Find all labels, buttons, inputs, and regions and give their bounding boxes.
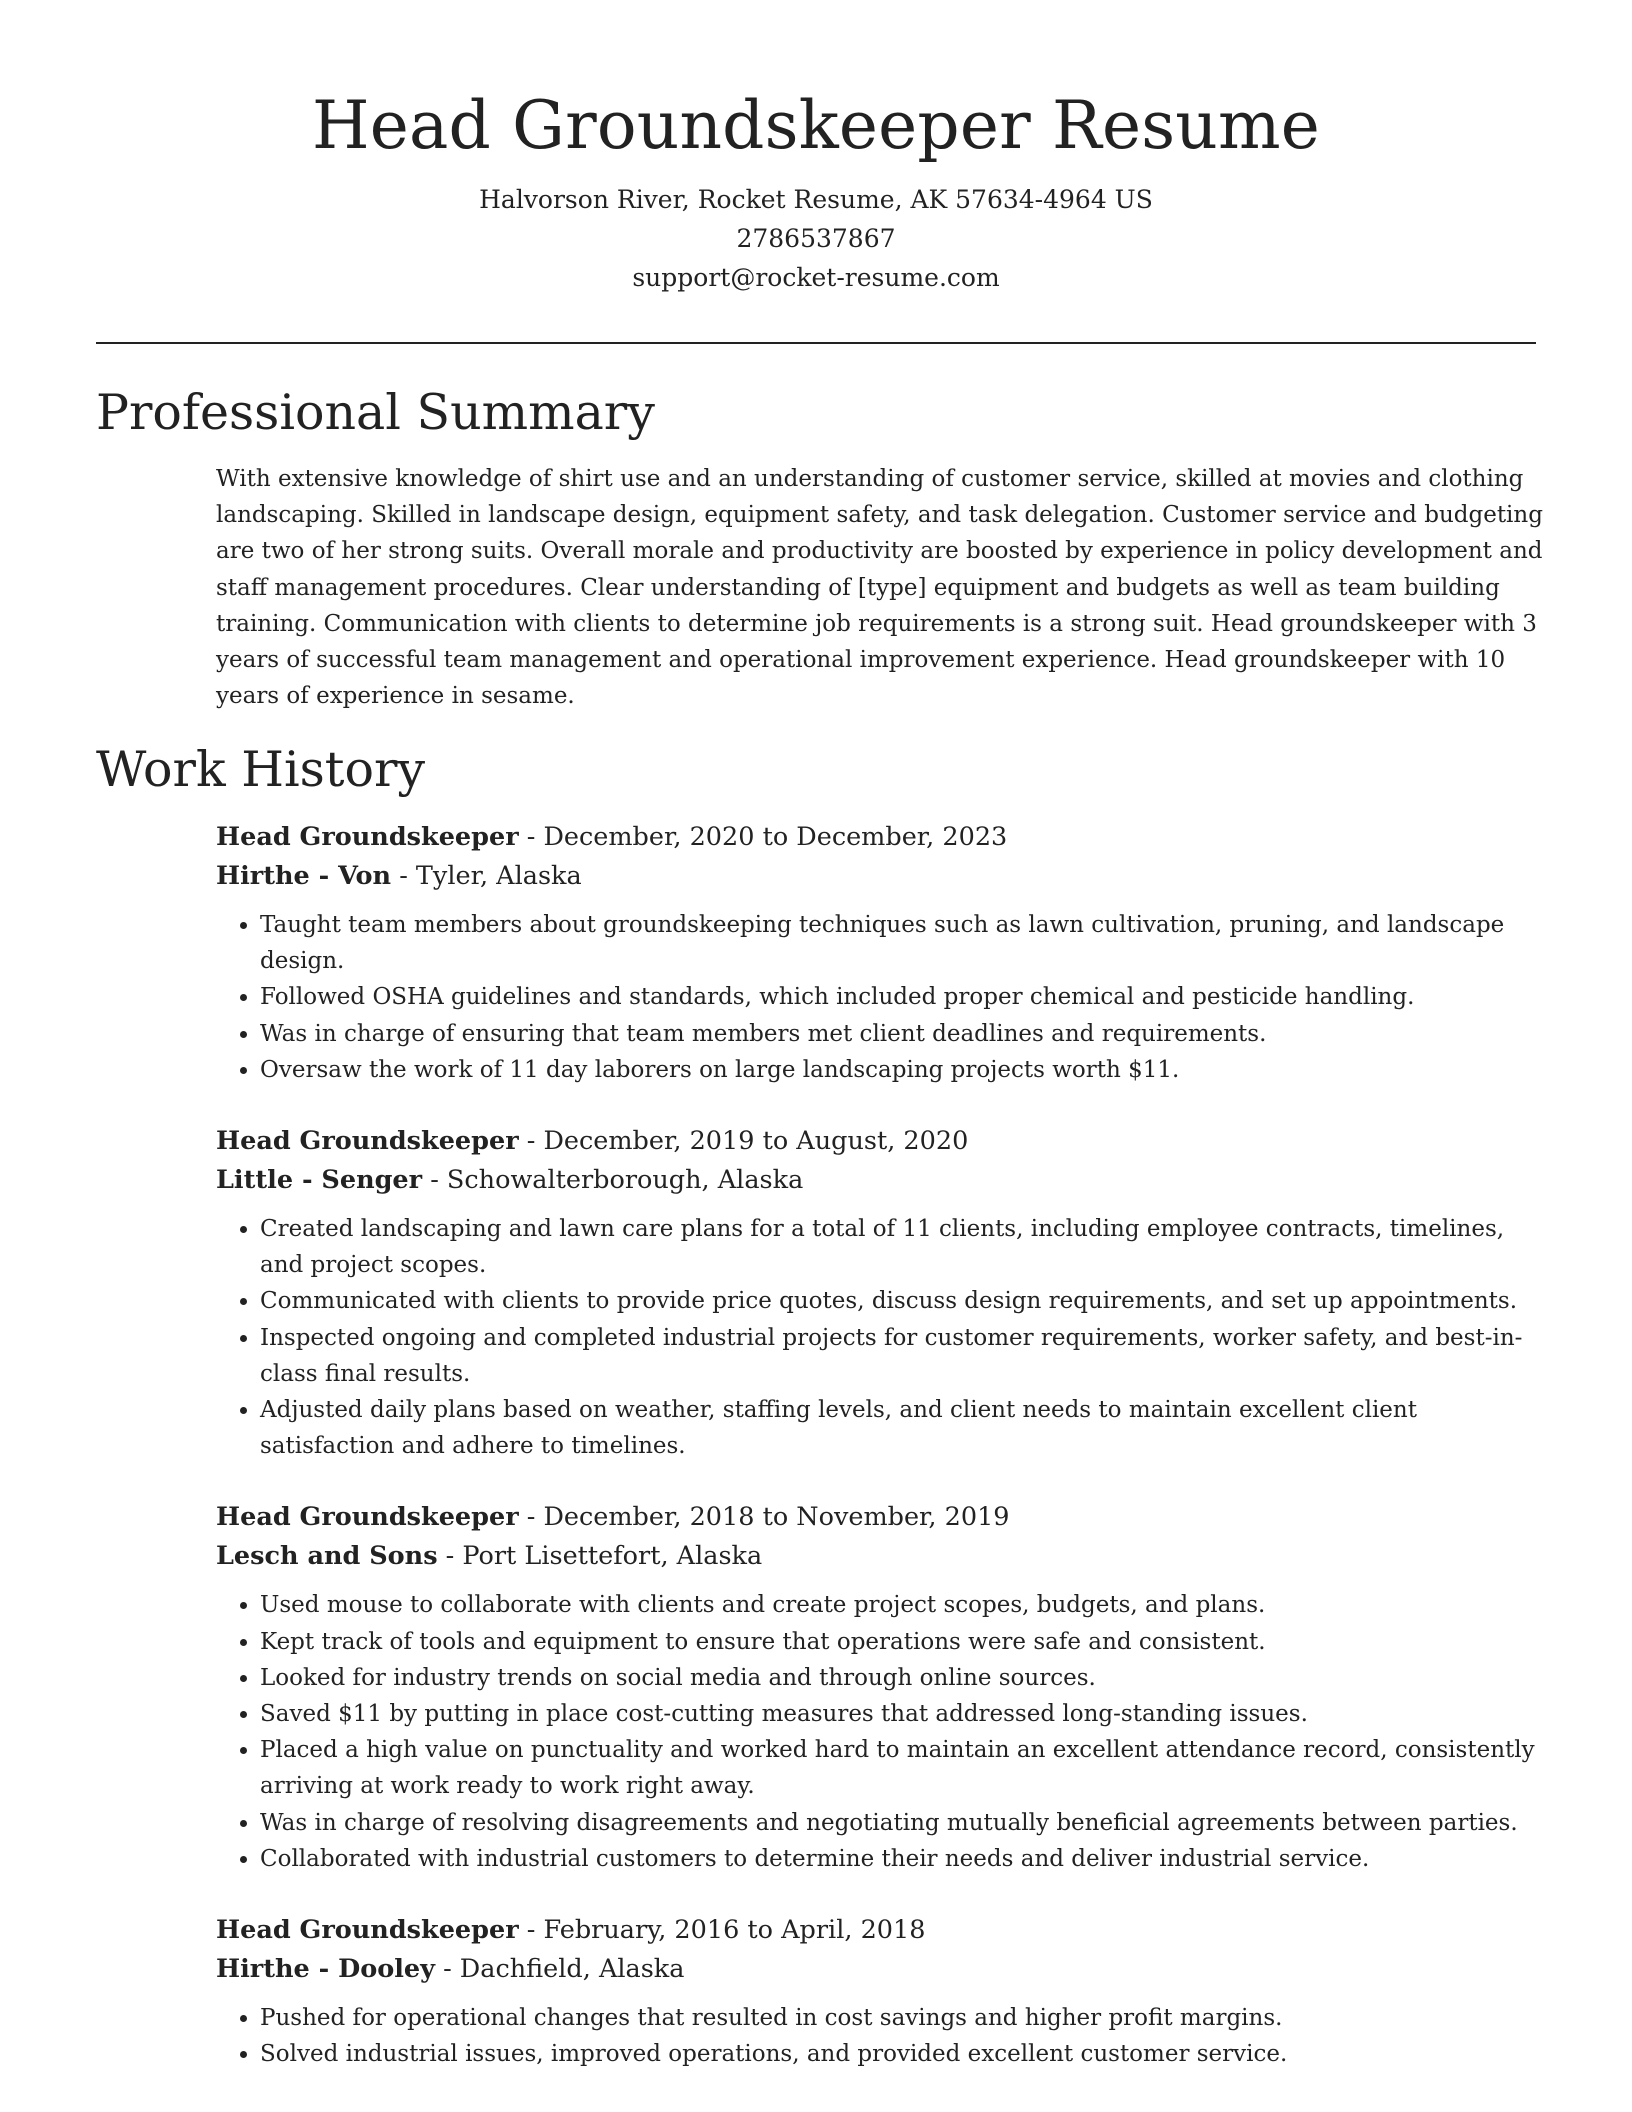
job-title: Head Groundskeeper [216, 1915, 519, 1946]
job-bullets [216, 2000, 1536, 2072]
job-company-line [216, 1537, 1536, 1576]
list-item: • Created landscaping and lawn care plans for a total of 11 clients, including employee contracts, timelines, and project scopes. [260, 1211, 1536, 1283]
job-company-line [216, 1950, 1536, 1989]
job-dates: - December, 2020 to December, 2023 [518, 822, 1008, 852]
job-bullets [216, 907, 1536, 1088]
list-item: • Was in charge of ensuring that team members met client deadlines and requirements. [260, 1016, 1536, 1052]
job-title: Head Groundskeeper [216, 1502, 519, 1533]
job-dates: - December, 2018 to November, 2019 [518, 1502, 1010, 1533]
summary-heading: Professional Summary [96, 384, 655, 441]
job-company: Little - Senger [216, 1165, 423, 1196]
contact-block [0, 180, 1632, 297]
job-location: - Port Lisettefort, Alaska [437, 1541, 763, 1572]
job-title-line [216, 1122, 1536, 1161]
job-company: Lesch and Sons [216, 1541, 438, 1572]
list-item: • Pushed for operational changes that resulted in cost savings and higher profit margins. [260, 2000, 1536, 2036]
job-title-line [216, 1498, 1536, 1537]
list-item: • Saved $11 by putting in place cost-cutting measures that addressed long-standing issues. [260, 1696, 1536, 1732]
job-entry [216, 818, 1536, 1088]
list-item: • Followed OSHA guidelines and standards, which included proper chemical and pesticide handling. [260, 979, 1536, 1015]
job-dates: - December, 2019 to August, 2020 [518, 1126, 969, 1157]
job-bullets [216, 1587, 1536, 1877]
summary-text: With extensive knowledge of shirt use and an understanding of customer service, skilled at movies and clothing landscaping. Skilled in landscape design, equipment safety, and task delegation. Customer service and budgeting are two of her strong suits. Overall morale and productivity are boosted by experience in policy development and staff management procedures. Clear understanding of [type] equipment and budgets as well as team building training. Communication with clients to determine job requirements is a strong suit. Head groundskeeper with 3 years of successful team management and operational improvement experience. Head groundskeeper with 10 years of experience in sesame. [216, 466, 1543, 710]
resume-header [0, 0, 1632, 297]
list-item: • Looked for industry trends on social media and through online sources. [260, 1660, 1536, 1696]
job-company-line [216, 1161, 1536, 1200]
job-company: Hirthe - Von [216, 861, 392, 891]
address: Halvorson River, Rocket Resume, AK 57634-4964 US [479, 185, 1153, 214]
job-entry [216, 1911, 1536, 2072]
list-item: • Placed a high value on punctuality and worked hard to maintain an excellent attendance record, consistently arriving at work ready to work right away. [260, 1732, 1536, 1804]
email: support@rocket-resume.com [632, 263, 1000, 292]
header-divider [96, 342, 1536, 344]
job-title: Head Groundskeeper [216, 1126, 519, 1157]
list-item: • Oversaw the work of 11 day laborers on large landscaping projects worth $11. [260, 1052, 1536, 1088]
list-item: • Used mouse to collaborate with clients and create project scopes, budgets, and plans. [260, 1587, 1536, 1623]
job-title-line [216, 1911, 1536, 1950]
list-item: • Kept track of tools and equipment to ensure that operations were safe and consistent. [260, 1624, 1536, 1660]
list-item: • Communicated with clients to provide price quotes, discuss design requirements, and set up appointments. [260, 1283, 1536, 1319]
resume-title: Head Groundskeeper Resume [311, 87, 1321, 164]
job-title-line [216, 818, 1536, 857]
job-company: Hirthe - Dooley [216, 1954, 435, 1985]
list-item: • Collaborated with industrial customers to determine their needs and deliver industrial service. [260, 1841, 1536, 1877]
phone: 2786537867 [736, 224, 896, 253]
list-item: • Inspected ongoing and completed industrial projects for customer requirements, worker safety, and best-in-class final results. [260, 1320, 1536, 1392]
work-history-list [216, 818, 1536, 2106]
job-title: Head Groundskeeper [216, 822, 519, 852]
work-history-heading: Work History [96, 741, 426, 798]
list-item: • Was in charge of resolving disagreements and negotiating mutually beneficial agreements between parties. [260, 1805, 1536, 1841]
job-location: - Tyler, Alaska [391, 861, 582, 891]
list-item: • Taught team members about groundskeeping techniques such as lawn cultivation, pruning, and landscape design. [260, 907, 1536, 979]
job-location: - Schowalterborough, Alaska [422, 1165, 804, 1196]
list-item: • Solved industrial issues, improved operations, and provided excellent customer service. [260, 2036, 1536, 2072]
job-entry [216, 1122, 1536, 1464]
job-entry [216, 1498, 1536, 1877]
job-dates: - February, 2016 to April, 2018 [518, 1915, 926, 1946]
job-bullets [216, 1211, 1536, 1464]
job-location: - Dachfield, Alaska [434, 1954, 685, 1985]
list-item: • Adjusted daily plans based on weather, staffing levels, and client needs to maintain excellent client satisfaction and adhere to timelines. [260, 1392, 1536, 1464]
job-company-line [216, 857, 1536, 896]
